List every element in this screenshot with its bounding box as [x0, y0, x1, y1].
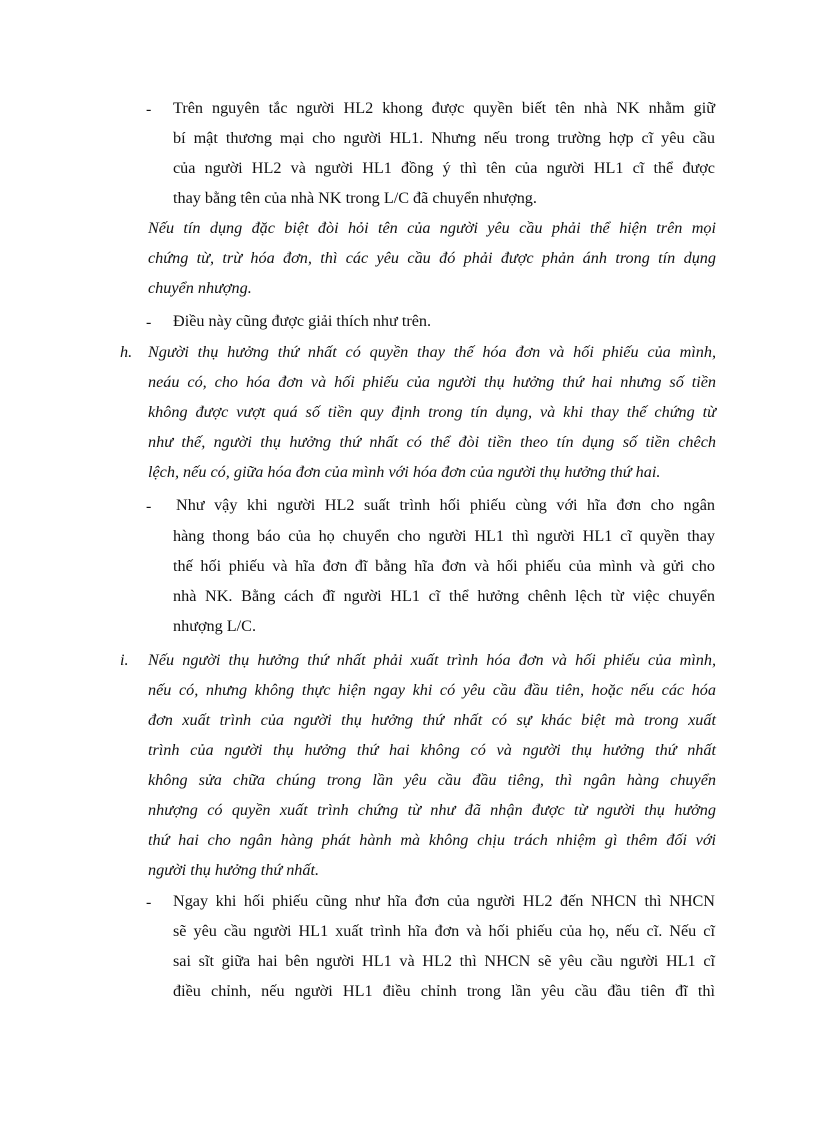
text-line: Điều này cũng được giải thích như trên. [173, 312, 432, 330]
text-line: chứng từ, trừ hóa đơn, thì các yêu cầu đó phải được phản ánh trong tín dụng [148, 249, 716, 267]
text-line: đơn xuất trình của người thụ hưởng thứ nhất có sự khác biệt mà trong xuất [148, 711, 716, 729]
text-line: Như vậy khi người HL2 suất trình hối phiếu cùng với hĩa đơn cho ngân [176, 496, 715, 514]
dash-marker: - [146, 894, 152, 911]
text-line: thứ hai cho ngân hàng phát hành mà không chịu trách nhiệm gì thêm đối với [148, 831, 716, 849]
text-line: thế hối phiếu và hĩa đơn đĩ bằng hĩa đơn và hối phiếu của mình và gửi cho [173, 557, 715, 575]
text-line: Trên nguyên tắc người HL2 khong được quyền biết tên nhà NK nhằm giữ [173, 99, 715, 117]
text-line: nhượng L/C. [173, 617, 256, 635]
text-line: của người HL2 và người HL1 đồng ý thì tên của người HL1 cĩ thể được [173, 159, 715, 177]
item-marker: h. [120, 343, 133, 361]
text-line: trình của người thụ hưởng thứ hai không có và người thụ hưởng thứ nhất [148, 741, 716, 759]
dash-marker: - [146, 101, 152, 118]
text-line: nếu có, nhưng không thực hiện ngay khi có yêu cầu đầu tiên, hoặc nếu các hóa [148, 681, 716, 699]
text-line: như thế, người thụ hưởng thứ nhất có thể đòi tiền theo tín dụng số tiền chêch [148, 433, 716, 451]
text-line: không sửa chữa chúng trong lần yêu cầu đầu tiêng, thì ngân hàng chuyển [148, 771, 716, 789]
text-line: điều chỉnh, nếu người HL1 điều chỉnh trong lần yêu cầu đầu tiên đĩ thì [173, 982, 715, 1000]
text-line: Ngay khi hối phiếu cũng như hĩa đơn của người HL2 đến NHCN thì NHCN [173, 892, 715, 910]
text-line: sai sĩt giữa hai bên người HL1 và HL2 thì NHCN sẽ yêu cầu người HL1 cĩ [173, 952, 715, 970]
text-line: Nếu người thụ hưởng thứ nhất phải xuất trình hóa đơn và hối phiếu của mình, [148, 651, 716, 669]
text-line: không được vượt quá số tiền quy định trong tín dụng, và khi thay thế chứng từ [148, 403, 716, 421]
text-line: sẽ yêu cầu người HL1 xuất trình hĩa đơn và hối phiếu của họ, nếu cĩ. Nếu cĩ [173, 922, 715, 940]
text-line: thay bằng tên của nhà NK trong L/C đã chuyển nhượng. [173, 189, 537, 207]
text-line: Nếu tín dụng đặc biệt đòi hỏi tên của người yêu cầu phải thể hiện trên mọi [148, 219, 716, 237]
text-line: bí mật thương mại cho người HL1. Nhưng nếu trong trường hợp cĩ yêu cầu [173, 129, 715, 147]
text-line: nhà NK. Bằng cách đĩ người HL1 cĩ thể hưởng chênh lệch từ việc chuyển [173, 587, 715, 605]
dash-marker: - [146, 498, 152, 515]
item-marker: i. [120, 651, 129, 669]
text-line: lệch, nếu có, giữa hóa đơn của mình với hóa đơn của người thụ hưởng thứ hai. [148, 463, 661, 481]
text-line: Người thụ hưởng thứ nhất có quyền thay thế hóa đơn và hối phiếu của mình, [148, 343, 716, 361]
text-line: hàng thong báo của họ chuyển cho người HL1 thì người HL1 cĩ quyền thay [173, 527, 715, 545]
text-line: nhượng có quyền xuất trình chứng từ như đã nhận được từ người thụ hưởng [148, 801, 716, 819]
dash-marker: - [146, 314, 152, 331]
text-line: người thụ hưởng thứ nhất. [148, 861, 320, 879]
text-line: neáu có, cho hóa đơn và hối phiếu của người thụ hưởng thứ hai nhưng số tiền [148, 373, 716, 391]
text-line: chuyển nhượng. [148, 279, 252, 297]
